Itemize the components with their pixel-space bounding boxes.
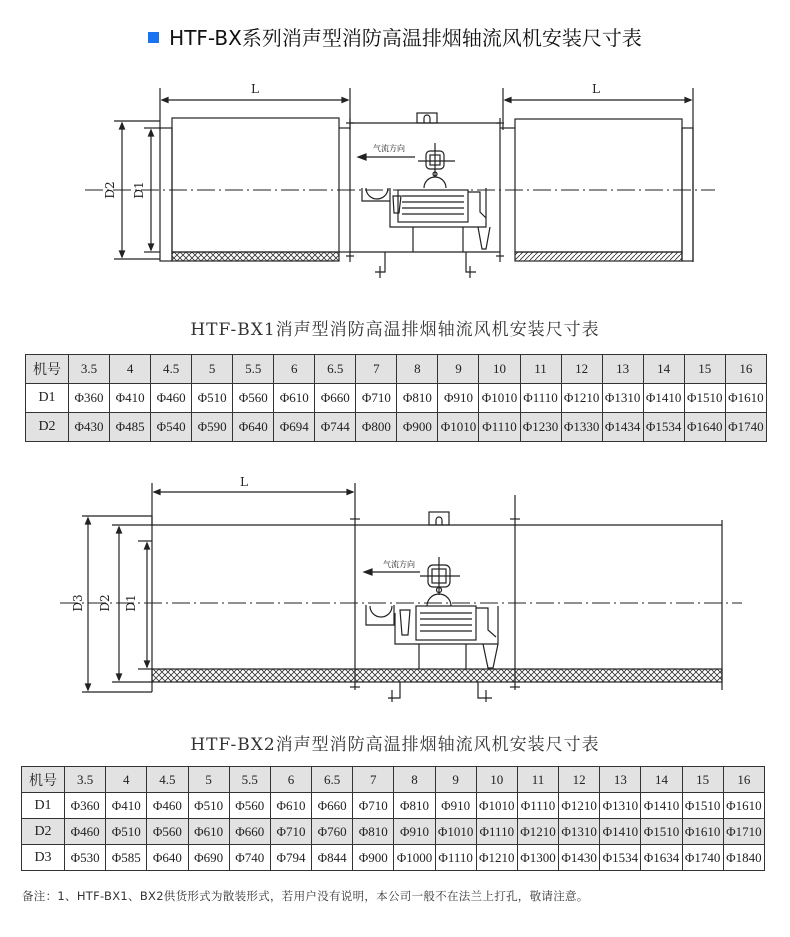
row-label-cell: D2 bbox=[26, 413, 69, 442]
value-cell: Φ640 bbox=[147, 845, 188, 871]
column-header-cell: 16 bbox=[723, 767, 764, 793]
value-cell: Φ744 bbox=[315, 413, 356, 442]
column-header-cell: 13 bbox=[602, 355, 643, 384]
value-cell: Φ360 bbox=[65, 793, 106, 819]
column-header-cell: 15 bbox=[684, 355, 725, 384]
value-cell: Φ900 bbox=[353, 845, 394, 871]
value-cell: Φ430 bbox=[69, 413, 110, 442]
value-cell: Φ1010 bbox=[435, 819, 476, 845]
value-cell: Φ694 bbox=[274, 413, 315, 442]
value-cell: Φ560 bbox=[229, 793, 270, 819]
value-cell: Φ1110 bbox=[435, 845, 476, 871]
value-cell: Φ760 bbox=[312, 819, 353, 845]
value-cell: Φ1610 bbox=[725, 384, 766, 413]
value-cell: Φ560 bbox=[233, 384, 274, 413]
value-cell: Φ1740 bbox=[682, 845, 723, 871]
page-title-text: HTF-BX系列消声型消防高温排烟轴流风机安装尺寸表 bbox=[169, 26, 642, 50]
table-header-row bbox=[26, 355, 767, 384]
value-cell: Φ590 bbox=[192, 413, 233, 442]
column-header-cell: 9 bbox=[435, 767, 476, 793]
column-header-cell: 10 bbox=[476, 767, 517, 793]
table-row bbox=[22, 793, 765, 819]
value-cell: Φ810 bbox=[353, 819, 394, 845]
value-cell: Φ1010 bbox=[438, 413, 479, 442]
value-cell: Φ1610 bbox=[682, 819, 723, 845]
value-cell: Φ1410 bbox=[643, 384, 684, 413]
value-cell: Φ1434 bbox=[602, 413, 643, 442]
bx1-d1-label: D1 bbox=[132, 181, 146, 199]
value-cell: Φ1210 bbox=[561, 384, 602, 413]
value-cell: Φ1230 bbox=[520, 413, 561, 442]
value-cell: Φ460 bbox=[147, 793, 188, 819]
bx2-length-label: L bbox=[240, 475, 248, 489]
value-cell: Φ510 bbox=[192, 384, 233, 413]
value-cell: Φ1634 bbox=[641, 845, 682, 871]
column-header-cell: 12 bbox=[561, 355, 602, 384]
value-cell: Φ910 bbox=[435, 793, 476, 819]
row-label-cell: D3 bbox=[22, 845, 65, 871]
value-cell: Φ1300 bbox=[517, 845, 558, 871]
value-cell: Φ1840 bbox=[723, 845, 764, 871]
value-cell: Φ1430 bbox=[559, 845, 600, 871]
value-cell: Φ460 bbox=[65, 819, 106, 845]
column-header-cell: 16 bbox=[725, 355, 766, 384]
value-cell: Φ1740 bbox=[725, 413, 766, 442]
column-header-cell: 4 bbox=[110, 355, 151, 384]
column-header-cell: 6 bbox=[274, 355, 315, 384]
value-cell: Φ1210 bbox=[476, 845, 517, 871]
footnote: 备注：1、HTF-BX1、BX2供货形式为散装形式，若用户没有说明，本公司一般不在法兰上打孔，敬请注意。 bbox=[22, 889, 589, 903]
title-square-icon bbox=[148, 32, 159, 43]
value-cell: Φ1330 bbox=[561, 413, 602, 442]
value-cell: Φ510 bbox=[106, 819, 147, 845]
table2-caption: HTF-BX2消声型消防高温排烟轴流风机安装尺寸表 bbox=[190, 735, 600, 755]
column-header-cell: 5.5 bbox=[233, 355, 274, 384]
value-cell: Φ1310 bbox=[559, 819, 600, 845]
column-header-cell: 4.5 bbox=[151, 355, 192, 384]
value-cell: Φ610 bbox=[270, 793, 311, 819]
table-row bbox=[26, 413, 767, 442]
column-header-cell: 5.5 bbox=[229, 767, 270, 793]
value-cell: Φ710 bbox=[356, 384, 397, 413]
header-label-cell: 机号 bbox=[22, 767, 65, 793]
table-row bbox=[22, 845, 765, 871]
page-title bbox=[0, 22, 790, 51]
value-cell: Φ1110 bbox=[476, 819, 517, 845]
table-row bbox=[26, 384, 767, 413]
value-cell: Φ1640 bbox=[684, 413, 725, 442]
value-cell: Φ1110 bbox=[479, 413, 520, 442]
value-cell: Φ1010 bbox=[479, 384, 520, 413]
column-header-cell: 6.5 bbox=[312, 767, 353, 793]
bx2-d3-label: D3 bbox=[71, 594, 85, 612]
diagram-bx2 bbox=[0, 470, 790, 710]
bx1-length-label-left: L bbox=[251, 82, 259, 96]
value-cell: Φ1010 bbox=[476, 793, 517, 819]
column-header-cell: 7 bbox=[356, 355, 397, 384]
row-label-cell: D1 bbox=[22, 793, 65, 819]
value-cell: Φ560 bbox=[147, 819, 188, 845]
value-cell: Φ844 bbox=[312, 845, 353, 871]
value-cell: Φ360 bbox=[69, 384, 110, 413]
value-cell: Φ660 bbox=[229, 819, 270, 845]
column-header-cell: 6.5 bbox=[315, 355, 356, 384]
value-cell: Φ910 bbox=[394, 819, 435, 845]
value-cell: Φ1534 bbox=[600, 845, 641, 871]
value-cell: Φ510 bbox=[188, 793, 229, 819]
column-header-cell: 5 bbox=[192, 355, 233, 384]
table-row bbox=[22, 819, 765, 845]
value-cell: Φ410 bbox=[110, 384, 151, 413]
diagram-bx1 bbox=[0, 70, 790, 290]
column-header-cell: 8 bbox=[394, 767, 435, 793]
value-cell: Φ910 bbox=[438, 384, 479, 413]
value-cell: Φ1510 bbox=[684, 384, 725, 413]
value-cell: Φ1534 bbox=[643, 413, 684, 442]
bx2-d1-label: D1 bbox=[124, 594, 138, 612]
table1-caption: HTF-BX1消声型消防高温排烟轴流风机安装尺寸表 bbox=[190, 320, 600, 340]
value-cell: Φ460 bbox=[151, 384, 192, 413]
value-cell: Φ1510 bbox=[682, 793, 723, 819]
value-cell: Φ1410 bbox=[600, 819, 641, 845]
column-header-cell: 3.5 bbox=[65, 767, 106, 793]
value-cell: Φ690 bbox=[188, 845, 229, 871]
column-header-cell: 4.5 bbox=[147, 767, 188, 793]
header-label-cell: 机号 bbox=[26, 355, 69, 384]
column-header-cell: 13 bbox=[600, 767, 641, 793]
column-header-cell: 3.5 bbox=[69, 355, 110, 384]
bx2-drawing bbox=[0, 470, 790, 710]
value-cell: Φ410 bbox=[106, 793, 147, 819]
value-cell: Φ1610 bbox=[723, 793, 764, 819]
column-header-cell: 8 bbox=[397, 355, 438, 384]
value-cell: Φ530 bbox=[65, 845, 106, 871]
value-cell: Φ610 bbox=[188, 819, 229, 845]
bx1-airflow-label: 气流方向 bbox=[373, 144, 405, 153]
row-label-cell: D1 bbox=[26, 384, 69, 413]
value-cell: Φ1110 bbox=[520, 384, 561, 413]
bx2-airflow-label: 气流方向 bbox=[383, 560, 415, 569]
value-cell: Φ1210 bbox=[517, 819, 558, 845]
column-header-cell: 5 bbox=[188, 767, 229, 793]
value-cell: Φ810 bbox=[394, 793, 435, 819]
column-header-cell: 14 bbox=[641, 767, 682, 793]
value-cell: Φ1000 bbox=[394, 845, 435, 871]
column-header-cell: 12 bbox=[559, 767, 600, 793]
value-cell: Φ1510 bbox=[641, 819, 682, 845]
column-header-cell: 6 bbox=[270, 767, 311, 793]
value-cell: Φ710 bbox=[353, 793, 394, 819]
value-cell: Φ900 bbox=[397, 413, 438, 442]
value-cell: Φ1310 bbox=[600, 793, 641, 819]
value-cell: Φ800 bbox=[356, 413, 397, 442]
column-header-cell: 4 bbox=[106, 767, 147, 793]
value-cell: Φ540 bbox=[151, 413, 192, 442]
column-header-cell: 9 bbox=[438, 355, 479, 384]
table-header-row bbox=[22, 767, 765, 793]
value-cell: Φ1310 bbox=[602, 384, 643, 413]
column-header-cell: 14 bbox=[643, 355, 684, 384]
value-cell: Φ1410 bbox=[641, 793, 682, 819]
value-cell: Φ640 bbox=[233, 413, 274, 442]
column-header-cell: 10 bbox=[479, 355, 520, 384]
bx1-d2-label: D2 bbox=[103, 181, 117, 199]
value-cell: Φ485 bbox=[110, 413, 151, 442]
column-header-cell: 11 bbox=[520, 355, 561, 384]
column-header-cell: 15 bbox=[682, 767, 723, 793]
value-cell: Φ794 bbox=[270, 845, 311, 871]
value-cell: Φ610 bbox=[274, 384, 315, 413]
bx1-drawing bbox=[0, 70, 790, 290]
bx2-d2-label: D2 bbox=[98, 594, 112, 612]
value-cell: Φ1110 bbox=[517, 793, 558, 819]
bx1-length-label-right: L bbox=[592, 82, 600, 96]
column-header-cell: 7 bbox=[353, 767, 394, 793]
bx1-dimension-table bbox=[25, 354, 767, 442]
value-cell: Φ740 bbox=[229, 845, 270, 871]
value-cell: Φ660 bbox=[312, 793, 353, 819]
column-header-cell: 11 bbox=[517, 767, 558, 793]
value-cell: Φ585 bbox=[106, 845, 147, 871]
value-cell: Φ1210 bbox=[559, 793, 600, 819]
value-cell: Φ710 bbox=[270, 819, 311, 845]
value-cell: Φ1710 bbox=[723, 819, 764, 845]
value-cell: Φ660 bbox=[315, 384, 356, 413]
bx2-dimension-table bbox=[21, 766, 765, 871]
value-cell: Φ810 bbox=[397, 384, 438, 413]
row-label-cell: D2 bbox=[22, 819, 65, 845]
